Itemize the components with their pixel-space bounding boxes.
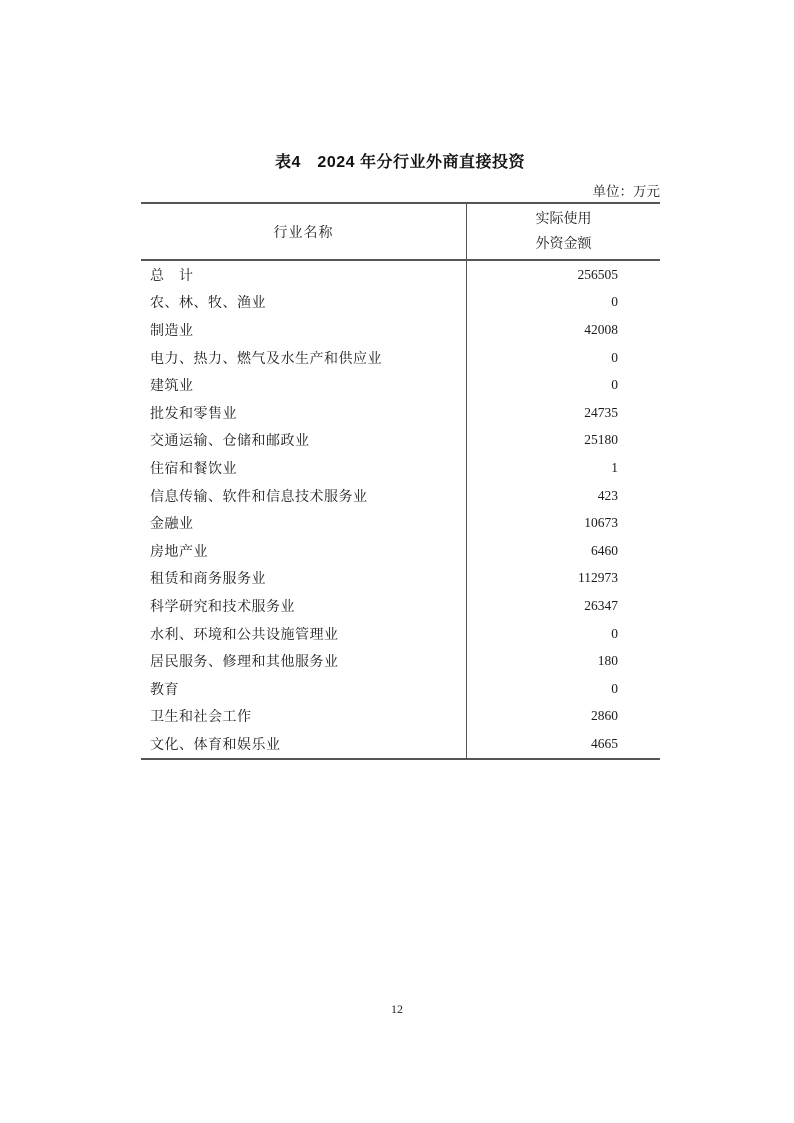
investment-value: 4665 [466,730,660,758]
investment-value: 2860 [466,703,660,731]
table-row [141,620,660,648]
table-row [141,371,660,399]
table-row [141,703,660,731]
investment-value: 0 [466,675,660,703]
investment-value: 10673 [466,509,660,537]
investment-value: 0 [466,620,660,648]
industry-name: 住宿和餐饮业 [150,461,237,477]
table-row [141,482,660,510]
industry-name: 制造业 [150,323,194,339]
investment-value: 0 [466,371,660,399]
investment-value: 180 [466,647,660,675]
table-row [141,289,660,317]
investment-value: 25180 [466,427,660,455]
industry-name: 科学研究和技术服务业 [150,599,295,615]
table-header-row [141,204,660,261]
table-row [141,261,660,289]
industry-name: 信息传输、软件和信息技术服务业 [150,489,368,505]
page-number: 12 [391,1002,403,1016]
unit-label: 单位：万元 [592,184,660,199]
table-row [141,427,660,455]
table-row [141,399,660,427]
industry-name: 教育 [150,682,179,698]
table-row [141,537,660,565]
investment-value: 1 [466,454,660,482]
investment-value: 42008 [466,316,660,344]
table-row [141,565,660,593]
table-row [141,509,660,537]
investment-value: 423 [466,482,660,510]
investment-value: 112973 [466,565,660,593]
industry-name: 交通运输、仓储和邮政业 [150,434,310,450]
industry-name: 农、林、牧、渔业 [150,296,266,312]
investment-value: 6460 [466,537,660,565]
industry-name: 总 计 [150,268,194,284]
table-row [141,647,660,675]
table-row [141,454,660,482]
industry-name: 电力、热力、燃气及水生产和供应业 [150,351,382,367]
table-row [141,316,660,344]
investment-value: 26347 [466,592,660,620]
investment-value: 256505 [466,261,660,289]
industry-name: 房地产业 [150,544,208,560]
fdi-table [141,202,660,760]
investment-value: 24735 [466,399,660,427]
industry-name: 水利、环境和公共设施管理业 [150,627,339,643]
industry-name: 建筑业 [150,379,194,395]
table-row [141,344,660,372]
table-row [141,730,660,758]
industry-name: 居民服务、修理和其他服务业 [150,655,339,671]
industry-name: 文化、体育和娱乐业 [150,737,281,753]
table-title: 表4 2024 年分行业外商直接投资 [275,154,525,171]
industry-name: 租赁和商务服务业 [150,572,266,588]
industry-name: 批发和零售业 [150,406,237,422]
investment-value: 0 [466,289,660,317]
industry-column-header: 行业名称 [273,225,334,241]
table-row [141,592,660,620]
value-header-line1: 实际使用 [535,211,592,227]
investment-value: 0 [466,344,660,372]
industry-name: 金融业 [150,517,194,533]
value-header-line2: 外资金额 [535,236,592,252]
table-row [141,675,660,703]
industry-name: 卫生和社会工作 [150,710,252,726]
value-column-header [466,204,660,259]
